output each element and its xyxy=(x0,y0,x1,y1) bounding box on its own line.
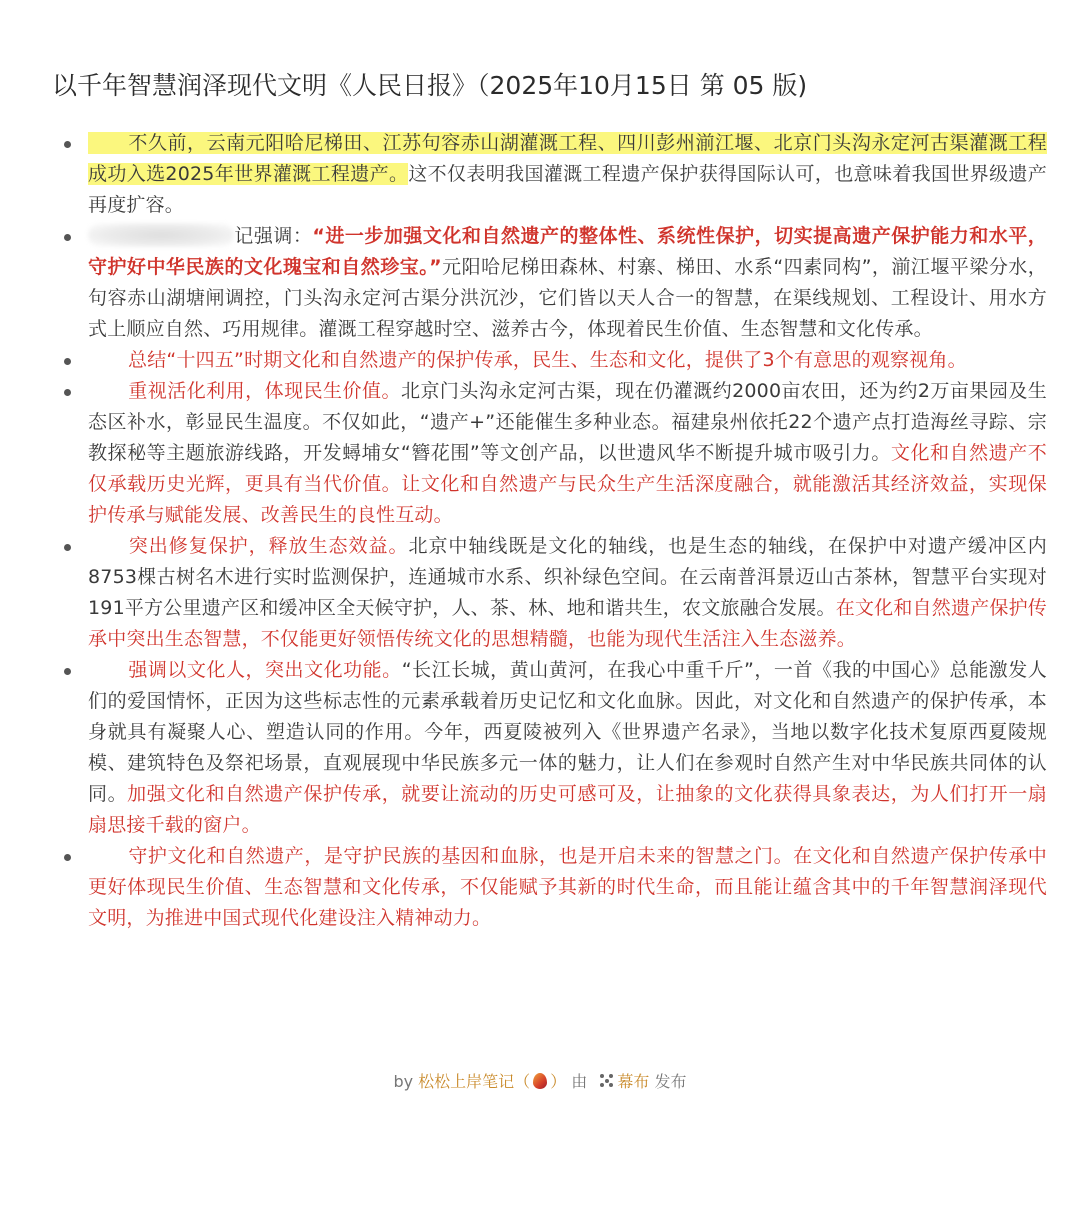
paragraph-text: 元阳哈尼梯田森林、村寨、梯田、水系“四素同构”，湔江堰平梁分水，句容赤山湖塘闸调控，门头沟永定河古渠分洪沉沙，它们皆以天人合一的智慧，在渠线规划、工程设计、用水方式上顺应自然、巧用规律。灌溉工程穿越时空、滋养古今，体现着民生价值、生态智慧和文化传承。 xyxy=(88,256,1047,340)
bullet-dot[interactable] xyxy=(64,389,71,396)
summary-text: 总结“十四五”时期文化和自然遗产的保护传承，民生、生态和文化，提供了3个有意思的观察视角。 xyxy=(128,349,967,371)
section-conclusion: 文化和自然遗产不仅承载历史光辉，更具有当代价值。让文化和自然遗产与民众生产生活深度融合，就能激活其经济效益，实现保护传承与赋能发展、改善民生的良性互动。 xyxy=(88,442,1047,526)
section-heading: 突出修复保护，释放生态效益。 xyxy=(128,535,409,557)
by-label: by xyxy=(393,1072,414,1091)
paragraph-text: 这不仅表明我国灌溉工程遗产保护获得国际认可，也意味着我国世界级遗产再度扩容。 xyxy=(88,163,1047,216)
bullet-dot[interactable] xyxy=(64,234,71,241)
section-conclusion: 在文化和自然遗产保护传承中突出生态智慧，不仅能更好领悟传统文化的思想精髓，也能为现代生活注入生态滋养。 xyxy=(88,597,1047,650)
mubu-logo-icon xyxy=(600,1074,614,1088)
list-item xyxy=(52,128,1047,221)
bullet-dot[interactable] xyxy=(64,668,71,675)
bullet-dot[interactable] xyxy=(64,141,71,148)
list-item xyxy=(52,376,1047,531)
closing-text: 守护文化和自然遗产，是守护民族的基因和血脉，也是开启未来的智慧之门。在文化和自然遗产保护传承中更好体现民生价值、生态智慧和文化传承，不仅能赋予其新的时代生命，而且能让蕴含其中的千年智慧润泽现代文明，为推进中国式现代化建设注入精神动力。 xyxy=(88,845,1047,929)
paragraph-text: 北京门头沟永定河古渠，现在仍灌溉约2000亩农田，还为约2万亩果园及生态区补水，彰显民生温度。不仅如此，“遗产+”还能催生多种业态。福建泉州依托22个遗产点打造海丝寻踪、宗教探秘等主题旅游线路，开发蟳埔女“簪花围”等文创产品，以世遗风华不断提升城市吸引力。 xyxy=(88,380,1047,464)
paragraph-lead: 记强调： xyxy=(234,225,313,247)
mubu-brand-link[interactable]: 幕布 xyxy=(617,1072,650,1091)
list-item xyxy=(52,221,1047,345)
list-item xyxy=(52,655,1047,841)
paragraph-text: 北京中轴线既是文化的轴线，也是生态的轴线，在保护中对遗产缓冲区内8753棵古树名木进行实时监测保护，连通城市水系、织补绿色空间。在云南普洱景迈山古茶林，智慧平台实现对191平方公里遗产区和缓冲区全天候守护，人、茶、林、地和谐共生，农文旅融合发展。 xyxy=(88,535,1047,619)
publish-label: 发布 xyxy=(654,1072,687,1091)
bullet-dot[interactable] xyxy=(64,854,71,861)
bullet-list xyxy=(52,128,1047,934)
section-conclusion: 加强文化和自然遗产保护传承，就要让流动的历史可感可及，让抽象的文化获得具象表达，为人们打开一扇扇思接千载的窗户。 xyxy=(88,783,1048,836)
author-avatar-icon xyxy=(533,1073,547,1089)
author-link[interactable]: 松松上岸笔记（ ） xyxy=(418,1072,567,1091)
bullet-dot[interactable] xyxy=(64,544,71,551)
bullet-dot[interactable] xyxy=(64,358,71,365)
quote-text: “进一步加强文化和自然遗产的整体性、系统性保护，切实提高遗产保护能力和水平，守护好中华民族的文化瑰宝和自然珍宝。” xyxy=(88,225,1047,278)
blurred-redaction xyxy=(88,223,234,247)
section-heading: 强调以文化人，突出文化功能。 xyxy=(128,659,402,681)
paragraph-text: “长江长城，黄山黄河，在我心中重千斤”，一首《我的中国心》总能激发人们的爱国情怀，正因为这些标志性的元素承载着历史记忆和文化血脉。因此，对文化和自然遗产的保护传承，本身就具有凝聚人心、塑造认同的作用。今年，西夏陵被列入《世界遗产名录》，当地以数字化技术复原西夏陵规模、建筑特色及祭祀场景，直观展现中华民族多元一体的魅力，让人们在参观时自然产生对中华民族共同体的认同。 xyxy=(88,659,1047,805)
highlighted-text: 不久前，云南元阳哈尼梯田、江苏句容赤山湖灌溉工程、四川彭州湔江堰、北京门头沟永定河古渠灌溉工程成功入选2025年世界灌溉工程遗产。 xyxy=(88,132,1047,185)
section-heading: 重视活化利用，体现民生价值。 xyxy=(128,380,401,402)
list-item xyxy=(52,531,1047,655)
list-item xyxy=(52,841,1047,934)
note-content xyxy=(52,128,1047,934)
via-label: 由 xyxy=(571,1072,588,1091)
page-title: 以千年智慧润泽现代文明《人民日报》（2025年10月15日 第 05 版) xyxy=(52,71,808,100)
list-item xyxy=(52,345,1047,376)
publish-footer xyxy=(0,1068,1080,1096)
